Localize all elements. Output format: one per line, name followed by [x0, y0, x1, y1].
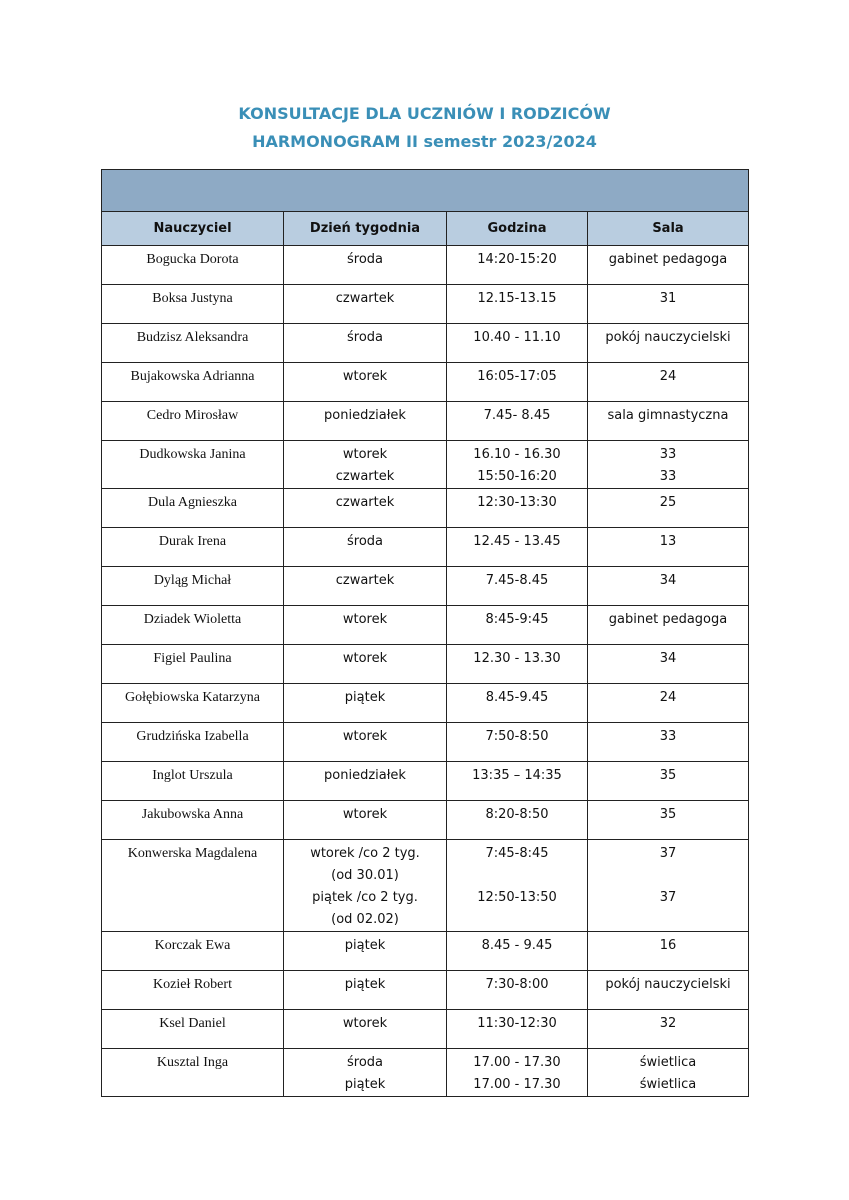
table-row — [102, 762, 749, 801]
table-row — [102, 441, 749, 489]
table-row — [102, 1010, 749, 1049]
teacher-name: Dudkowska Janina — [102, 441, 284, 489]
hour-cell: 12.15-13.15 — [447, 285, 588, 324]
weekday-cell: czwartek — [284, 489, 447, 528]
hour-cell: 13:35 – 14:35 — [447, 762, 588, 801]
table-band — [102, 170, 749, 212]
column-header-day: Dzień tygodnia — [284, 212, 447, 246]
hour-cell: 12.45 - 13.45 — [447, 528, 588, 567]
weekday-cell: wtorek — [284, 645, 447, 684]
hour-cell: 11:30-12:30 — [447, 1010, 588, 1049]
room-cell: pokój nauczycielski — [588, 324, 749, 363]
weekday-cell: czwartek — [284, 567, 447, 606]
weekday-cell: środa — [284, 246, 447, 285]
column-header-room: Sala — [588, 212, 749, 246]
weekday-cell: wtorek — [284, 363, 447, 402]
table-row — [102, 402, 749, 441]
table-row — [102, 645, 749, 684]
teacher-name: Grudzińska Izabella — [102, 723, 284, 762]
hour-cell: 7:30-8:00 — [447, 971, 588, 1010]
teacher-name: Durak Irena — [102, 528, 284, 567]
room-cell: pokój nauczycielski — [588, 971, 749, 1010]
teacher-name: Budzisz Aleksandra — [102, 324, 284, 363]
table-row — [102, 684, 749, 723]
teacher-name: Kusztal Inga — [102, 1049, 284, 1097]
table-row — [102, 324, 749, 363]
column-header-hour: Godzina — [447, 212, 588, 246]
table-header-row — [102, 212, 749, 246]
room-cell: 25 — [588, 489, 749, 528]
hour-cell: 8:20-8:50 — [447, 801, 588, 840]
room-cell: 24 — [588, 363, 749, 402]
room-cell: 37 37 — [588, 840, 749, 932]
table-row — [102, 606, 749, 645]
teacher-name: Dyląg Michał — [102, 567, 284, 606]
room-cell: 31 — [588, 285, 749, 324]
table-row — [102, 246, 749, 285]
hour-cell: 7:50-8:50 — [447, 723, 588, 762]
page-title: KONSULTACJE DLA UCZNIÓW I RODZICÓW — [238, 104, 611, 123]
teacher-name: Ksel Daniel — [102, 1010, 284, 1049]
weekday-cell: środa — [284, 528, 447, 567]
weekday-cell: wtorek czwartek — [284, 441, 447, 489]
room-cell: 34 — [588, 567, 749, 606]
table-body — [102, 246, 749, 1097]
table-row — [102, 971, 749, 1010]
table-row — [102, 489, 749, 528]
room-cell: 35 — [588, 801, 749, 840]
room-cell: 33 — [588, 723, 749, 762]
table-row — [102, 840, 749, 932]
hour-cell: 12.30 - 13.30 — [447, 645, 588, 684]
room-cell: świetlica świetlica — [588, 1049, 749, 1097]
hour-cell: 7.45- 8.45 — [447, 402, 588, 441]
table-row — [102, 1049, 749, 1097]
weekday-cell: wtorek — [284, 723, 447, 762]
room-cell: 16 — [588, 932, 749, 971]
teacher-name: Jakubowska Anna — [102, 801, 284, 840]
schedule-table — [101, 169, 749, 1097]
hour-cell: 14:20-15:20 — [447, 246, 588, 285]
weekday-cell: poniedziałek — [284, 402, 447, 441]
room-cell: gabinet pedagoga — [588, 606, 749, 645]
teacher-name: Dula Agnieszka — [102, 489, 284, 528]
teacher-name: Bogucka Dorota — [102, 246, 284, 285]
weekday-cell: wtorek /co 2 tyg. (od 30.01) piątek /co 2 tyg. (od 02.02) — [284, 840, 447, 932]
weekday-cell: wtorek — [284, 606, 447, 645]
room-cell: 33 33 — [588, 441, 749, 489]
room-cell: 34 — [588, 645, 749, 684]
table-row — [102, 567, 749, 606]
table-row — [102, 932, 749, 971]
hour-cell: 16.10 - 16.30 15:50-16:20 — [447, 441, 588, 489]
teacher-name: Gołębiowska Katarzyna — [102, 684, 284, 723]
hour-cell: 8.45 - 9.45 — [447, 932, 588, 971]
table-row — [102, 285, 749, 324]
hour-cell: 17.00 - 17.30 17.00 - 17.30 — [447, 1049, 588, 1097]
room-cell: gabinet pedagoga — [588, 246, 749, 285]
table-row — [102, 363, 749, 402]
room-cell: 24 — [588, 684, 749, 723]
teacher-name: Cedro Mirosław — [102, 402, 284, 441]
room-cell: 35 — [588, 762, 749, 801]
room-cell: 32 — [588, 1010, 749, 1049]
weekday-cell: środa — [284, 324, 447, 363]
hour-cell: 12:30-13:30 — [447, 489, 588, 528]
room-cell: 13 — [588, 528, 749, 567]
weekday-cell: wtorek — [284, 801, 447, 840]
hour-cell: 10.40 - 11.10 — [447, 324, 588, 363]
teacher-name: Inglot Urszula — [102, 762, 284, 801]
teacher-name: Dziadek Wioletta — [102, 606, 284, 645]
hour-cell: 16:05-17:05 — [447, 363, 588, 402]
table-row — [102, 528, 749, 567]
column-header-teacher: Nauczyciel — [102, 212, 284, 246]
hour-cell: 7.45-8.45 — [447, 567, 588, 606]
weekday-cell: środa piątek — [284, 1049, 447, 1097]
teacher-name: Figiel Paulina — [102, 645, 284, 684]
hour-cell: 8.45-9.45 — [447, 684, 588, 723]
weekday-cell: czwartek — [284, 285, 447, 324]
weekday-cell: poniedziałek — [284, 762, 447, 801]
room-cell: sala gimnastyczna — [588, 402, 749, 441]
hour-cell: 8:45-9:45 — [447, 606, 588, 645]
weekday-cell: wtorek — [284, 1010, 447, 1049]
teacher-name: Boksa Justyna — [102, 285, 284, 324]
teacher-name: Korczak Ewa — [102, 932, 284, 971]
teacher-name: Kozieł Robert — [102, 971, 284, 1010]
hour-cell: 7:45-8:45 12:50-13:50 — [447, 840, 588, 932]
weekday-cell: piątek — [284, 684, 447, 723]
page-subtitle: HARMONOGRAM II semestr 2023/2024 — [252, 132, 597, 151]
teacher-name: Konwerska Magdalena — [102, 840, 284, 932]
weekday-cell: piątek — [284, 932, 447, 971]
table-row — [102, 801, 749, 840]
table-row — [102, 723, 749, 762]
weekday-cell: piątek — [284, 971, 447, 1010]
teacher-name: Bujakowska Adrianna — [102, 363, 284, 402]
